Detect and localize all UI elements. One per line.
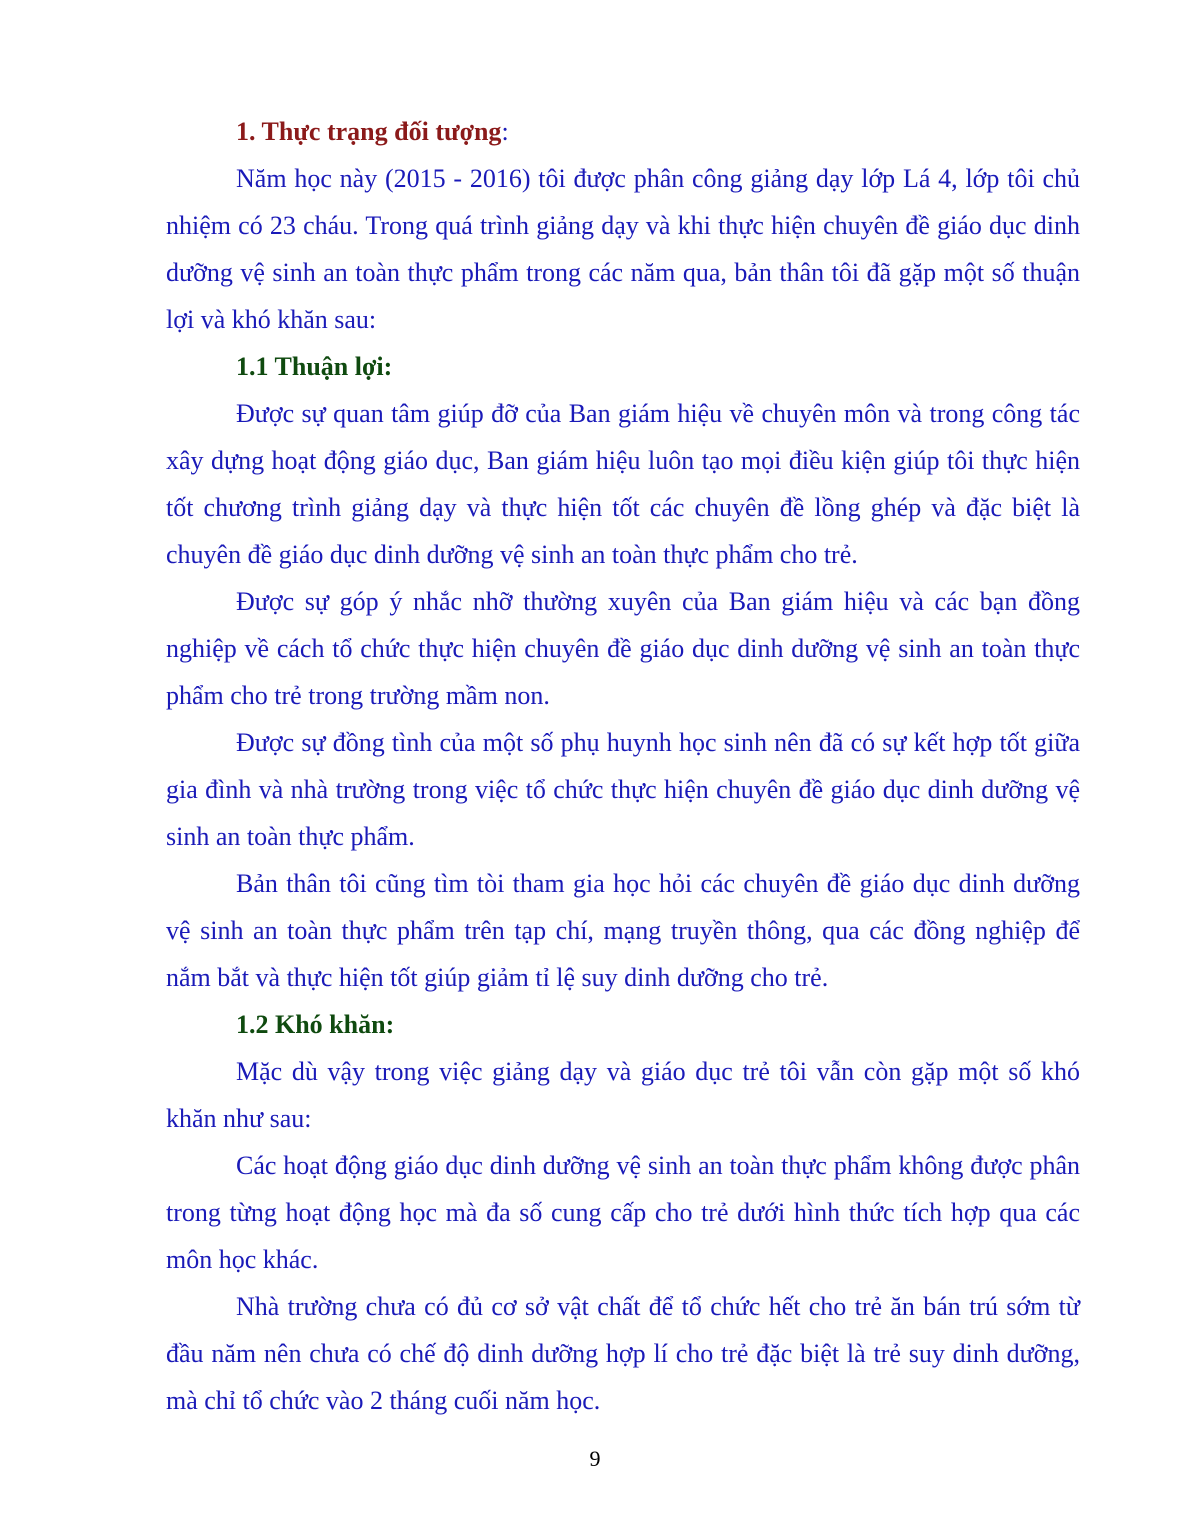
page-number: 9 [589, 1446, 601, 1471]
difficulties-paragraph-2: Các hoạt động giáo dục dinh dưỡng vệ sinh an toàn thực phẩm không được phân trong từng hoạt động học mà đa số cung cấp cho trẻ dưới hình thức tích hợp qua các môn học khác. [166, 1151, 1080, 1274]
section-heading [166, 108, 1080, 155]
page-content [166, 108, 1080, 1424]
advantages-paragraph-4: Bản thân tôi cũng tìm tòi tham gia học hỏi các chuyên đề giáo dục dinh dưỡng vệ sinh an toàn thực phẩm trên tạp chí, mạng truyền thông, qua các đồng nghiệp để nắm bắt và thực hiện tốt giúp giảm tỉ lệ suy dinh dưỡng cho trẻ. [166, 869, 1080, 992]
section-heading-colon: : [501, 117, 509, 146]
advantages-paragraph-3: Được sự đồng tình của một số phụ huynh học sinh nên đã có sự kết hợp tốt giữa gia đình và nhà trường trong việc tổ chức thực hiện chuyên đề giáo dục dinh dưỡng vệ sinh an toàn thực phẩm. [166, 728, 1080, 851]
advantages-heading: 1.1 Thuận lợi: [236, 352, 393, 381]
difficulties-paragraph-3: Nhà trường chưa có đủ cơ sở vật chất để tổ chức hết cho trẻ ăn bán trú sớm từ đầu năm nên chưa có chế độ dinh dưỡng hợp lí cho trẻ đặc biệt là trẻ suy dinh dưỡng, mà chỉ tổ chức vào 2 tháng cuối năm học. [166, 1292, 1080, 1415]
intro-paragraph: Năm học này (2015 - 2016) tôi được phân công giảng dạy lớp Lá 4, lớp tôi chủ nhiệm có 23 cháu. Trong quá trình giảng dạy và khi thực hiện chuyên đề giáo dục dinh dưỡng vệ sinh an toàn thực phẩm trong các năm qua, bản thân tôi đã gặp một số thuận lợi và khó khăn sau: [166, 164, 1080, 334]
advantages-paragraph-2: Được sự góp ý nhắc nhỡ thường xuyên của Ban giám hiệu và các bạn đồng nghiệp về cách tổ chức thực hiện chuyên đề giáo dục dinh dưỡng vệ sinh an toàn thực phẩm cho trẻ trong trường mầm non. [166, 587, 1080, 710]
difficulties-heading: 1.2 Khó khăn: [236, 1010, 395, 1039]
advantages-paragraph-1: Được sự quan tâm giúp đỡ của Ban giám hiệu về chuyên môn và trong công tác xây dựng hoạt động giáo dục, Ban giám hiệu luôn tạo mọi điều kiện giúp tôi thực hiện tốt chương trình giảng dạy và thực hiện tốt các chuyên đề lồng ghép và đặc biệt là chuyên đề giáo dục dinh dưỡng vệ sinh an toàn thực phẩm cho trẻ. [166, 399, 1080, 569]
difficulties-paragraph-1: Mặc dù vậy trong việc giảng dạy và giáo dục trẻ tôi vẫn còn gặp một số khó khăn như sau: [166, 1057, 1080, 1133]
section-heading-text: 1. Thực trạng đối tượng [236, 117, 502, 146]
